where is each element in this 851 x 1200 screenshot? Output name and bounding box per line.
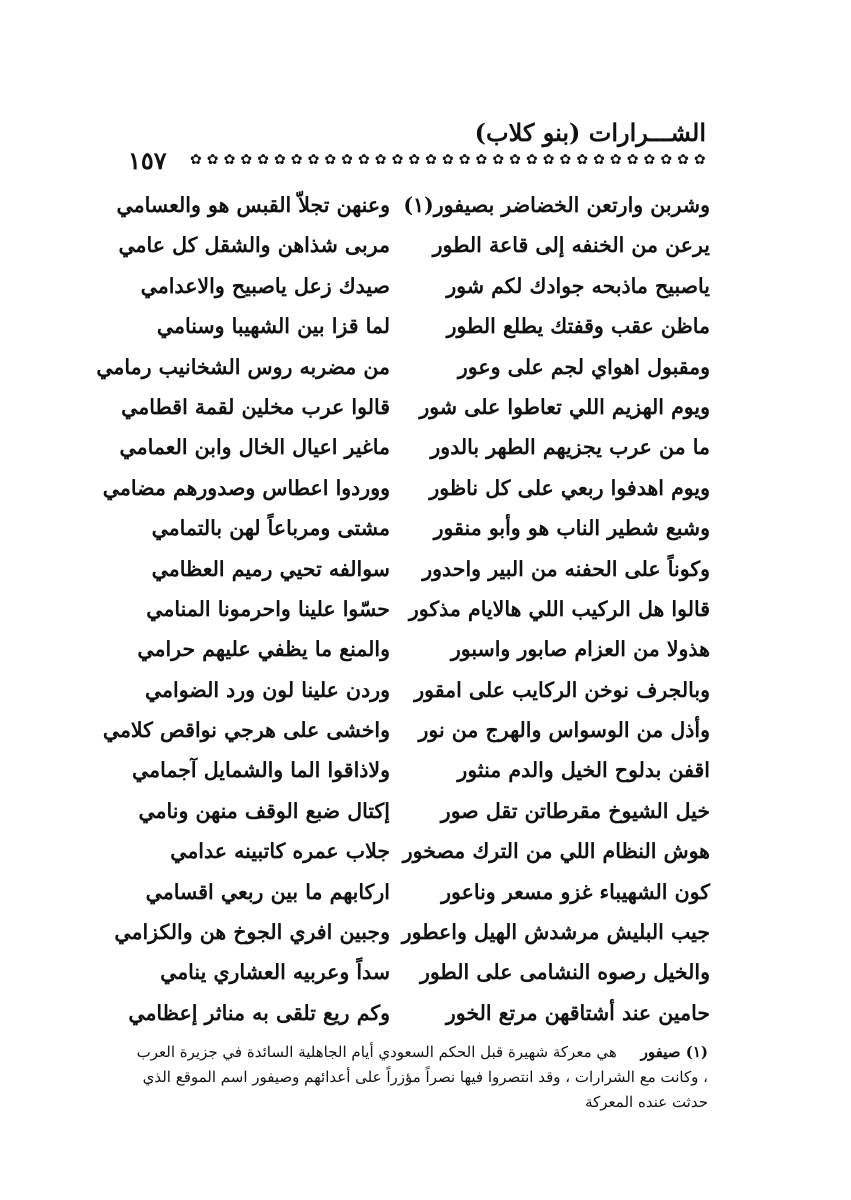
verse-second-hemistich: وكم ريع تلقى به مناثر إعظامي [128,1000,390,1025]
verse-line [120,791,710,831]
ornament-icon: ✿ [324,152,337,168]
verse-first-hemistich: حامين عند أشتاقهن مرتع الخور [445,1000,710,1025]
verse-second-hemistich: سوالفه تحيي رميم العظامي [151,556,390,581]
verse-first-hemistich: وكوناً على الحفنه من البير واحدور [422,556,710,581]
verse-line [96,347,710,387]
ornament-icon: ✿ [257,152,269,168]
verse-second-hemistich: واخشى على هرجي نواقص كلامي [102,718,390,743]
verse-second-hemistich: ماغير اعيال الخال وابن العمامي [119,435,390,460]
ornament-icon: ✿ [425,152,437,168]
ornament-icon: ✿ [391,152,404,168]
verse-line [120,387,710,427]
verse-first-hemistich: خيل الشيوخ مقرطاتن تقل صور [440,798,710,823]
verse-second-hemistich: لما قزا بين الشهيبا وسنامي [156,314,390,339]
verse-second-hemistich: وجبين افري الجوخ هن والكزامي [114,920,390,945]
verse-first-hemistich: ويوم اهدفوا ربعي على كل ناظور [429,475,710,500]
verse-line [120,831,710,871]
ornament-icon: ✿ [626,152,639,168]
ornament-icon: ✿ [408,152,421,168]
verse-first-hemistich: والخيل رصوه النشامى على الطور [419,960,710,985]
verse-line [120,589,710,629]
footnote-marker: (١) صيفور [640,1043,708,1061]
ornament-icon: ✿ [374,152,387,168]
verse-line [120,670,710,710]
footnote [128,1040,708,1115]
verse-first-hemistich: هذولا من العزام صابور واسبور [450,637,710,662]
verse-second-hemistich: مربى شذاهن والشقل كل عامي [118,233,390,258]
verse-line [120,872,710,912]
verse-line [120,225,710,265]
verse-line [120,266,710,306]
verse-second-hemistich: سداً وعربيه العشاري ينامي [160,960,390,985]
verse-first-hemistich: وبالجرف نوخن الركايب على امقور [414,677,710,702]
poem [96,185,710,1033]
ornament-icon: ✿ [341,152,353,168]
ornament-rule [190,150,706,170]
ornament-icon: ✿ [357,152,370,168]
verse-line [114,912,710,952]
verse-line [116,185,710,225]
verse-first-hemistich: يرعن من الخنفه إلى قاعة الطور [432,233,710,258]
verse-line [102,710,710,750]
verse-first-hemistich: وشبع شطير الناب هو وأبو منقور [433,516,710,541]
ornament-icon: ✿ [643,152,656,168]
verse-first-hemistich: وأذل من الوسواس والهرج من نور [418,718,710,743]
ornament-icon: ✿ [660,152,673,168]
verse-line [120,427,710,467]
page-number: ١٥٧ [128,146,167,175]
ornament-icon: ✿ [475,152,488,168]
ornament-icon: ✿ [441,152,454,168]
verse-line [120,629,710,669]
verse-second-hemistich: إكتال ضبع الوقف منهن ونامي [138,798,390,823]
verse-first-hemistich: ويوم الهزيم اللي تعاطوا على شور [419,394,710,419]
ornament-icon: ✿ [492,152,505,168]
verse-line [120,750,710,790]
verse-second-hemistich: وعنهن تجلاّ القبس هو والعسامي [116,193,390,217]
ornament-icon: ✿ [559,152,572,168]
verse-second-hemistich: من مضربه روس الشخانيب رمامي [96,354,390,379]
ornament-icon: ✿ [307,152,320,168]
ornament-icon: ✿ [593,152,605,168]
page-header [128,118,706,178]
footnote-text: هي معركة شهيرة قبل الحكم السعودي أيام الجاهلية السائدة في جزيرة العرب ، وكانت مع الشرارات ، وقد انتصروا فيها نصراً مؤزراً على أعدائهم وصيفور اسم الموقع الذي حدثت عنده المعركة [136,1043,708,1111]
verse-first-hemistich: ما من عرب يجزيهم الطهر بالدور [430,435,710,460]
verse-first-hemistich: جيب البليش مرشدش الهيل واعطور [401,920,710,945]
ornament-icon: ✿ [206,152,219,168]
ornament-icon: ✿ [693,152,706,168]
ornament-icon: ✿ [458,152,471,168]
verse-second-hemistich: وردن علينا لون ورد الضوامي [144,677,390,702]
verse-line [120,306,710,346]
verse-line [120,993,710,1033]
ornament-icon: ✿ [273,152,286,168]
ornament-icon: ✿ [576,152,589,168]
ornament-icon: ✿ [240,152,253,168]
verse-first-hemistich: كون الشهيباء غزو مسعر وناعور [441,879,710,904]
verse-second-hemistich: مشتى ومرباعاً لهن بالتمامي [151,516,390,541]
ornament-icon: ✿ [609,152,622,168]
verse-first-hemistich: ياصبيح ماذبحه جوادك لكم شور [446,273,710,298]
verse-second-hemistich: اركابهم ما بين ربعي اقسامي [145,879,390,904]
verse-line [120,508,710,548]
verse-second-hemistich: ولاذاقوا الما والشمايل آجمامي [132,758,390,783]
verse-second-hemistich: والمنع ما يظفي عليهم حرامي [137,637,390,662]
ornament-icon: ✿ [223,152,236,168]
verse-first-hemistich: هوش النظام اللي من الترك مصخور [402,839,710,864]
verse-second-hemistich: صيدك زعل ياصبيح والاعدامي [140,273,390,298]
chapter-title: الشـــرارات (بنو كلاب) [474,118,706,147]
ornament-icon: ✿ [677,152,689,168]
verse-second-hemistich: قالوا عرب مخلين لقمة اقطامي [121,394,390,419]
verse-first-hemistich: وشربن وارتعن الخضاضر بصيفور(١) [403,193,710,217]
verse-line [102,468,710,508]
verse-first-hemistich: ماظن عقب وقفتك يطلع الطور [446,314,710,339]
verse-second-hemistich: جلاب عمره كاتبينه عدامي [170,839,390,864]
verse-second-hemistich: ووردوا اعطاس وصدورهم مضامي [102,475,390,500]
verse-second-hemistich: حسّوا علينا واحرمونا المنامي [146,596,390,621]
ornament-icon: ✿ [290,152,303,168]
verse-first-hemistich: ومقبول اهواي لجم على وعور [457,354,710,379]
ornament-icon: ✿ [190,152,202,168]
ornament-icon: ✿ [525,152,538,168]
verse-first-hemistich: اقفن بدلوح الخيل والدم منثور [457,758,710,783]
ornament-icon: ✿ [509,152,521,168]
verse-line [120,549,710,589]
ornament-icon: ✿ [542,152,555,168]
verse-first-hemistich: قالوا هل الركيب اللي هالايام مذكور [408,596,710,621]
verse-line [120,952,710,992]
